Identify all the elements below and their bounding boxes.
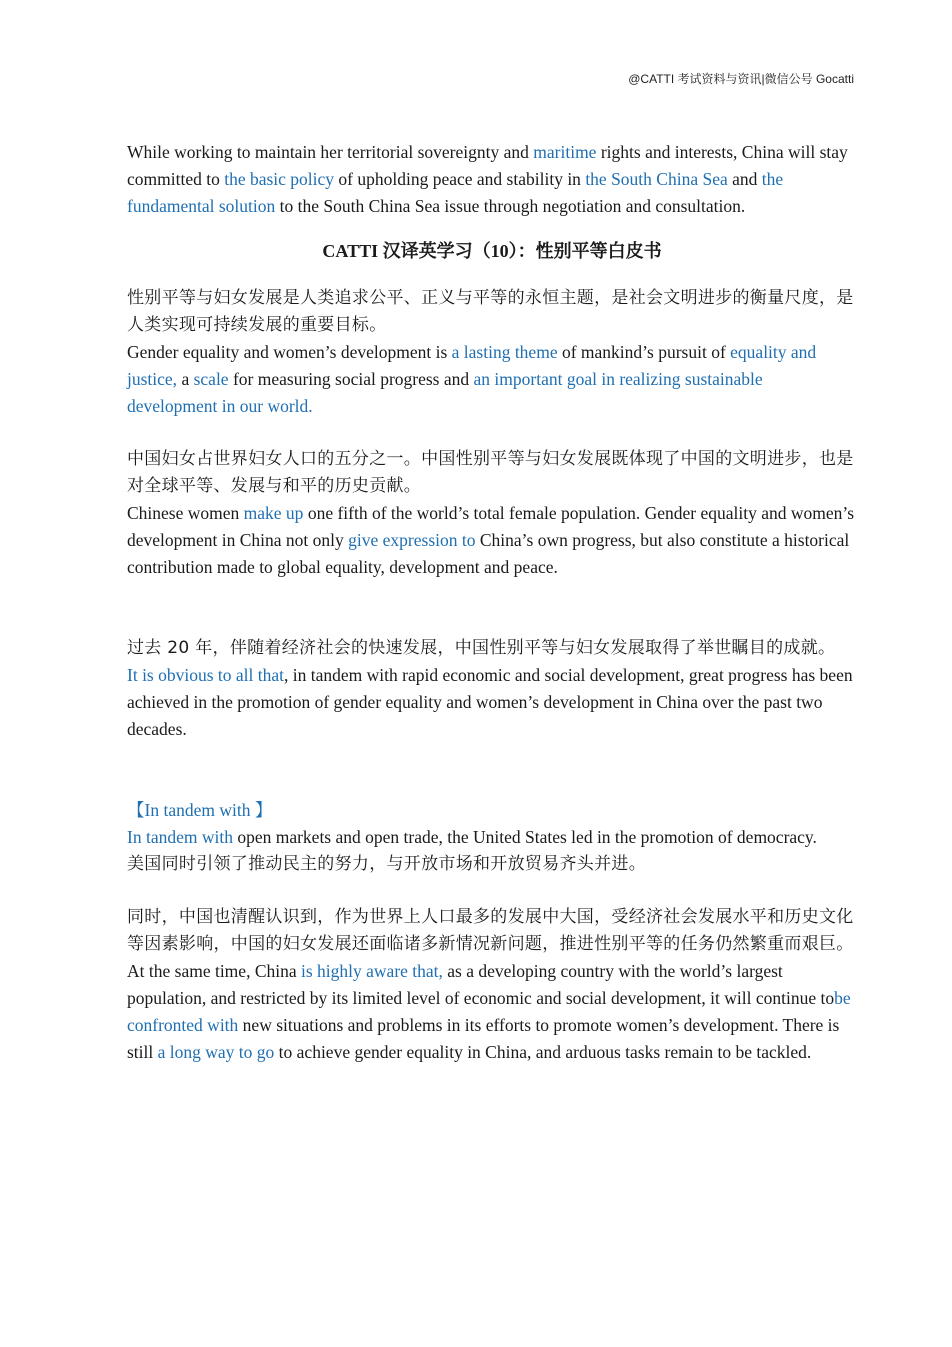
text-run: new situations and problems in its efforts to promote women’s development. There is still <box>127 1015 840 1062</box>
section-title: CATTI 汉译英学习（10）：性别平等白皮书 <box>322 241 662 261</box>
page-header: @CATTI 考试资料与资讯|微信公号 Gocatti <box>628 72 854 86</box>
chinese-paragraph: 同时，中国也清醒认识到，作为世界上人口最多的发展中大国，受经济社会发展水平和历史文化等因素影响，中国的妇女发展还面临诸多新情况新问题，推进性别平等的任务仍然繁重而艰巨。 <box>127 907 854 954</box>
intro-paragraph <box>127 139 857 220</box>
chinese-paragraph: 性别平等与妇女发展是人类追求公平、正义与平等的永恒主题，是社会文明进步的衡量尺度，是人类实现可持续发展的重要目标。 <box>127 288 854 335</box>
text-run: to achieve gender equality in China, and arduous tasks remain to be tackled. <box>274 1042 812 1062</box>
document-body <box>127 139 857 1066</box>
highlight-term: the South China Sea <box>585 169 728 189</box>
highlight-term: make up <box>243 503 304 523</box>
chinese-paragraph: 过去 20 年，伴随着经济社会的快速发展，中国性别平等与妇女发展取得了举世瞩目的成就。 <box>127 638 836 658</box>
highlight-term: scale <box>193 369 229 389</box>
text-run: a <box>177 369 194 389</box>
text-run: , in tandem with rapid economic and social development, great progress has been achieved in the promotion of gender equality and women’s development in China over the past two decades. <box>127 665 853 739</box>
text-run: Chinese women <box>127 503 244 523</box>
highlight-term: a long way to go <box>157 1042 275 1062</box>
english-paragraph <box>127 339 857 420</box>
highlight-term: maritime <box>533 142 597 162</box>
text-run: to the South China Sea issue through negotiation and consultation. <box>275 196 746 216</box>
text-run: rights and interests, China will stay committed to <box>127 142 848 189</box>
text-run: and <box>727 169 762 189</box>
text-run: of upholding peace and stability in <box>334 169 586 189</box>
highlight-term: It is obvious to all that <box>127 665 285 685</box>
english-paragraph <box>127 662 857 743</box>
highlight-term: an important goal in realizing sustainable development in our world. <box>127 369 763 416</box>
highlight-term: the basic policy <box>224 169 335 189</box>
text-run: China’s own progress, but also constitute a historical contribution made to global equality, development and peace. <box>127 530 850 577</box>
text-run: open markets and open trade, the United States led in the promotion of democracy. <box>232 827 817 847</box>
highlight-term: a lasting theme <box>451 342 558 362</box>
highlight-term: In tandem with <box>127 827 233 847</box>
text-run: for measuring social progress and <box>228 369 474 389</box>
highlight-term: equality and justice, <box>127 342 817 389</box>
text-run: At the same time, China <box>127 961 301 981</box>
chinese-paragraph: 中国妇女占世界妇女人口的五分之一。中国性别平等与妇女发展既体现了中国的文明进步，也是对全球平等、发展与和平的历史贡献。 <box>127 449 854 496</box>
text-run: one fifth of the world’s total female population. Gender equality and women’s development in China not only <box>127 503 855 550</box>
english-paragraph <box>127 958 857 1066</box>
highlight-term: is highly aware that, <box>301 961 443 981</box>
example-translation: 美国同时引领了推动民主的努力，与开放市场和开放贸易齐头并进。 <box>127 854 646 874</box>
highlight-term: be confronted with <box>127 988 851 1035</box>
text-run: of mankind’s pursuit of <box>557 342 731 362</box>
text-run: as a developing country with the world’s largest population, and restricted by its limited level of economic and social development, it will continue to <box>127 961 835 1008</box>
phrase-heading: 【In tandem with 】 <box>127 800 273 820</box>
example-sentence <box>127 824 857 851</box>
highlight-term: give expression to <box>348 530 476 550</box>
highlight-term: the fundamental solution <box>127 169 784 216</box>
english-paragraph <box>127 500 857 581</box>
text-run: Gender equality and women’s development is <box>127 342 452 362</box>
text-run: While working to maintain her territorial sovereignty and <box>127 142 534 162</box>
